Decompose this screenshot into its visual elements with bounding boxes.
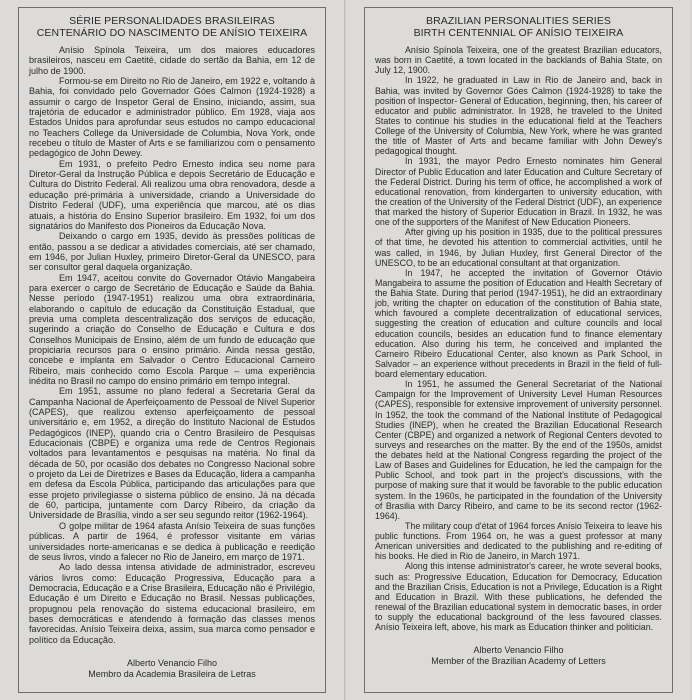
right-centennial-title: BIRTH CENTENNIAL OF ANÍSIO TEIXEIRA — [413, 27, 624, 39]
left-text-frame — [18, 7, 326, 693]
paragraph: Deixando o cargo em 1935, devido às pressões políticas de então, passou a se dedicar a atividades comerciais, até ser chamado, em 1946, por Julian Huxley, primeiro Diretor-Geral da UNESCO, para ser consultor geral daquela organização. — [29, 231, 315, 273]
paragraph: Em 1931, o prefeito Pedro Ernesto indica seu nome para Diretor-Geral da Instrução Pública e depois Secretário de Educação e Cultura do Distrito Federal. Ali realizou uma obra renovadora, desde a educação pré-primária à universidade, criando a Universidade do Distrito Federal (UDF), uma experiência que marcou, até os dias atuais, a história do Ensino Superior brasileiro. Em 1932, foi um dos signatários do Manifesto dos Pioneiros da Educação Nova. — [29, 158, 315, 231]
right-text-frame — [364, 7, 673, 693]
right-header — [375, 15, 662, 39]
paragraph: In 1947, he accepted the invitation of Governor Otávio Mangabeira to assume the position of Education and Health Secretary of the Bahia State. During that period (1947-1951), he did an extraordinary job, writing the chapter on education of the constitution of Bahia state, which favoured a complete decentralization of educational services, suggesting the creation of education and culture councils and local education councils, besides an education fund to finance elementary education. Also during his term, he conceived and implanted the Carneiro Ribeiro Educational Center, also known as Park School, in Salvador – an experience without precedents in Brazil in the field of full-board elementary education. — [375, 267, 662, 379]
left-header — [29, 15, 315, 39]
paragraph: After giving up his position in 1935, due to the political pressures of that time, he devoted his attention to commercial activities, until he was called, in 1946, by Julian Huxley, first General Director of the UNESCO, to be an educational consultant at that organization. — [375, 227, 662, 268]
paragraph: Anísio Spínola Teixeira, um dos maiores educadores brasileiros, nasceu em Caetité, cidade do sertão da Bahia, em 12 de julho de 1900. — [29, 45, 315, 76]
left-signature — [29, 658, 315, 680]
left-series-title: SÉRIE PERSONALIDADES BRASILEIRAS — [69, 15, 275, 27]
signature-name: Alberto Venancio Filho — [473, 645, 564, 656]
paragraph: In 1922, he graduated in Law in Rio de Janeiro and, back in Bahia, was invited by Governor Góes Calmon (1924-1928) to take the position of Inspector- General of Education, beginning, then, his career of educator and public administrator. In 1928, he traveled to the United States to continue his studies in the educational field at the Teachers College of the University of Columbia, New York, where he was granted the title of Master of Arts and became familiar with John Dewey's pedagogical thought. — [375, 75, 662, 157]
paragraph: O golpe militar de 1964 afasta Anísio Teixeira de suas funções públicas. A partir de 1964, é professor visitante em várias universidades norte-americanas e se dedica à publicação e reedição de seus livros, vindo a falecer no Rio de Janeiro, em março de 1971. — [29, 520, 315, 562]
paragraph: In 1951, he assumed the General Secretariat of the National Campaign for the Improvement of University Level Human Resources (CAPES), responsible for extensive improvement of university personnel. In 1952, the took the command of the National Institute of Pedagogical Studies (INEP), when he created the Brazilian Educational Research Center (CBPE) and organized a network of Regional Centers devoted to surveys and researches on the matter. By the end of the 1950s, amidst the debates held at the National Congress regarding the project of the Law of Bases and Guidelines for Education, he led the campaign for the Public School, and took part in the project's discussions, with the purpose of making sure that it would be favorable to the public education system. In the 1960s, he participated in the foundation of the University of Brasilia with Darcy Ribeiro, and came to be its second rector (1962-1964). — [375, 379, 662, 521]
signature-name: Alberto Venancio Filho — [126, 657, 218, 668]
left-body-text — [29, 45, 315, 645]
paragraph: Em 1951, assume no plano federal a Secretaria Geral da Campanha Nacional de Aperfeiçoamento de Pessoal de Nível Superior (CAPES), que realizou extenso aperfeiçoamento de pessoal universitário e, em 1952, a direção do Instituto Nacional de Estudos Pedagógicos (INEP), quando cria o Centro Brasileiro de Pesquisas Educacionais (CBPE) e organiza uma rede de Centros Regionais voltados para levantamentos e pesquisas na matéria. No final da década de 50, por ocasião dos debates no Congresso Nacional sobre o projeto da Lei de Diretrizes e Bases da Educação, lidera a campanha em defesa da Escola Pública, participando das articulações para que esse projeto privilegiasse o sistema público de ensino. Já na década de 60, participa, juntamente com Darcy Ribeiro, da criação da Universidade de Brasília, vindo a ser seu segundo reitor (1962-1964). — [29, 386, 315, 521]
signature-title: Member of the Brazilian Academy of Letters — [431, 656, 606, 667]
right-body-text — [375, 45, 662, 632]
left-page-portuguese — [0, 0, 345, 700]
paragraph: Along this intense administrator's career, he wrote several books, such as: Progressive Education, Education for Democracy, Education and the Brazilian Crisis, Education is not a Privilege, Education is a Right and Education in Brazil. With these publications, he defended the renewal of the Brazilian educational system in democratic bases, in order to supply the educational background of the less favoured classes. Anísio Teixeira left, above, his mark as Education thinker and politician. — [375, 561, 662, 633]
paragraph: Ao lado dessa intensa atividade de administrador, escreveu vários livros como: Educação Progressiva, Educação para a Democracia, Educação e a Crise Brasileira, Educação não é Privilégio, Educação é um Direito e Educação no Brasil. Nessas publicações, propugnou pela renovação do sistema educacional brasileiro, em bases democráticas e atendendo à formação das classes menos favorecidas. Anísio Teixeira deixa, assim, sua marca como pensador e político da Educação. — [29, 562, 315, 645]
right-signature — [375, 645, 662, 667]
right-series-title: BRAZILIAN PERSONALITIES SERIES — [425, 15, 612, 27]
right-page-english — [346, 0, 691, 700]
paragraph: Em 1947, aceitou convite do Governador Otávio Mangabeira para exercer o cargo de Secretário de Educação e Saúde da Bahia. Nesse período (1947-1951) realizou uma obra extraordinária, elaborando o capítulo de educação da Constituição Estadual, que previa uma completa descentralização dos serviços de educação, sugerindo a criação do Conselho de Educação e Cultura e dos Conselhos Municipais de Ensino, além de um fundo de educação que propiciaria recursos para o ensino primário. Ainda nessa gestão, concebe e implanta em Salvador o Centro Educacional Carneiro Ribeiro, mais conhecido como Escola Parque – uma experiência inédita no Brasil no campo do ensino primário em tempo integral. — [29, 272, 315, 386]
paragraph: The military coup d'état of 1964 forces Anísio Teixeira to leave his public functions. From 1964 on, he was a guest professor at many American universities and dedicated to the publishing and re-editing of his books. He died in Rio de Janeiro, in March 1971. — [375, 520, 662, 562]
paragraph: In 1931, the mayor Pedro Ernesto nominates him General Director of Public Education and later Education and Culture Secretary of the Federal District. During his term of office, he accomplished a work of educational renovation, from kindergarten to university education, with the creation of the University of the Federal District (UDF), an experience that marked the history of Superior Education in Brazil. In 1932, he was one of the supporters of the Manifest of New Education Pioneers. — [375, 156, 662, 228]
paragraph: Formou-se em Direito no Rio de Janeiro, em 1922 e, voltando à Bahia, foi convidado pelo Governador Góes Calmon (1924-1928) a assumir o cargo de Inspetor Geral de Ensino, iniciando, assim, sua trajetória de educador e administrador público. Em 1928, viaja aos Estados Unidos para aprofundar seus estudos no campo educacional no Teachers College da Universidade de Columbia, Nova York, onde recebeu o título de Master of Arts e se familiarizou com o pensamento pedagógico de John Dewey. — [29, 76, 315, 159]
paragraph: Anísio Spínola Teixeira, one of the greatest Brazilian educators, was born in Caetité, a town located in the backlands of Bahia State, on July 12, 1900. — [375, 45, 662, 76]
signature-title: Membro da Academia Brasileira de Letras — [88, 668, 256, 679]
left-centennial-title: CENTENÁRIO DO NASCIMENTO DE ANÍSIO TEIXEIRA — [36, 27, 308, 39]
